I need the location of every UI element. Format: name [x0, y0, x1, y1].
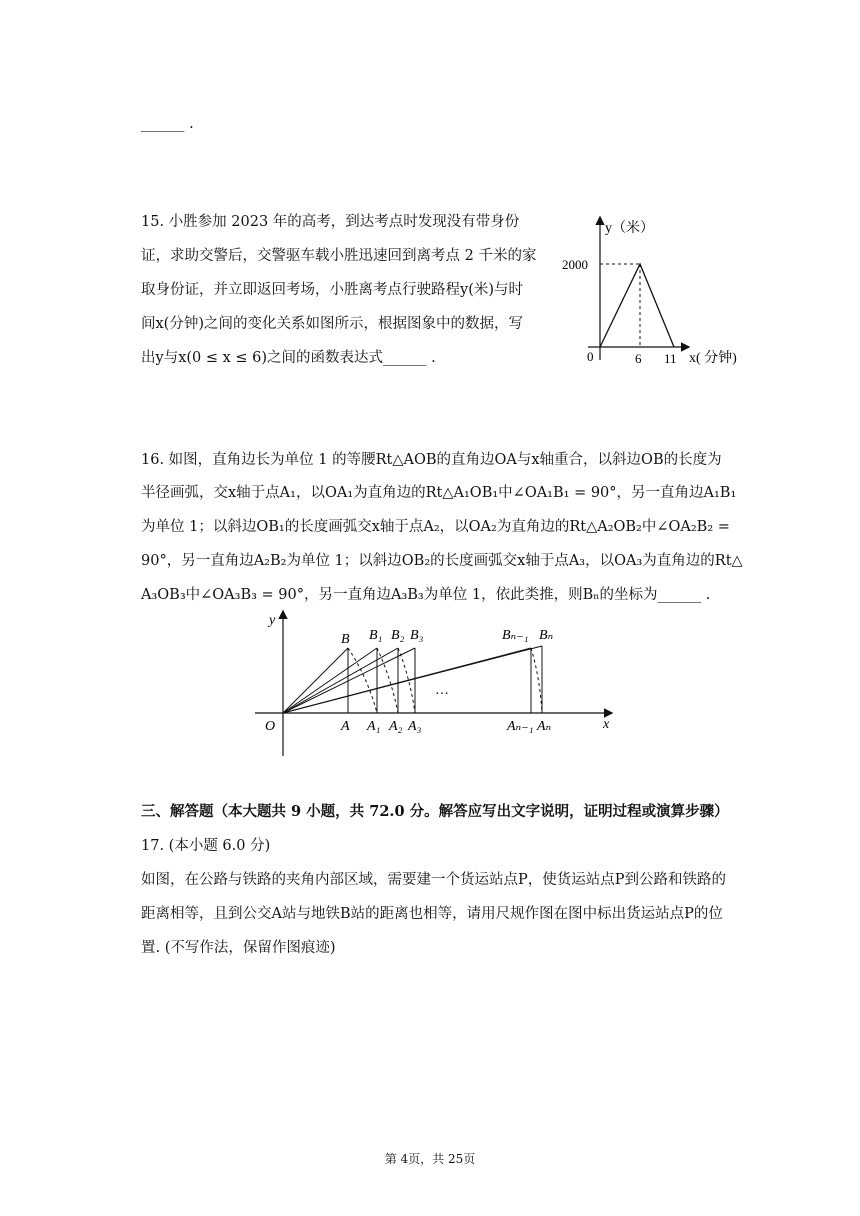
- q16-line-1: 16. 如图，直角边长为单位 1 的等腰Rt△AOB的直角边OA与x轴重合，以斜边OB的长度为: [141, 452, 722, 468]
- q16-x-label: x: [603, 717, 610, 732]
- q16-label-An-1: Aₙ₋₁: [507, 719, 534, 734]
- page-footer: 第 4页，共 25页: [384, 1152, 476, 1166]
- q15-line-5: 出y与x(0 ≤ x ≤ 6)之间的函数表达式______ .: [141, 350, 436, 366]
- q16-line-3: 为单位 1；以斜边OB₁的长度画弧交x轴于点A₂，以OA₂为直角边的Rt△A₂OB₂中∠OA₂B₂ =: [141, 519, 730, 535]
- q15-x-label: x( 分钟): [689, 351, 737, 366]
- q15-line-3: 取身份证，并立即返回考场，小胜离考点行驶路程y(米)与时: [141, 282, 524, 298]
- q16-label-B1: B₁: [369, 628, 383, 643]
- q16-segment-OB: [283, 648, 348, 713]
- q16-line-2: 半径画弧，交x轴于点A₁，以OA₁为直角边的Rt△A₁OB₁中∠OA₁B₁ = 90°，另一直角边A₁B₁: [141, 485, 737, 501]
- q16-origin-label: O: [265, 719, 276, 734]
- q15-graph-line: [600, 264, 674, 347]
- q16-label-Bn: Bₙ: [539, 628, 554, 643]
- q16-y-label: y: [269, 613, 276, 628]
- q15-line-4: 间x(分钟)之间的变化关系如图所示，根据图象中的数据，写: [141, 316, 523, 332]
- section-3-heading: 三、解答题（本大题共 9 小题，共 72.0 分。解答应写出文字说明，证明过程或演算步骤）: [141, 803, 729, 820]
- q15-x-tick-11: 11: [664, 351, 677, 366]
- q16-line-5: A₃OB₃中∠OA₃B₃ = 90°，另一直角边A₃B₃为单位 1，依此类推，则Bₙ的坐标为______ .: [141, 587, 711, 603]
- q16-ellipsis: …: [435, 683, 449, 698]
- q15-x-tick-6: 6: [635, 351, 642, 366]
- q16-label-An: Aₙ: [537, 719, 552, 734]
- q16-segment-OB3: [283, 648, 415, 713]
- q16-arc-n: [531, 648, 542, 713]
- q16-segment-OB2: [283, 648, 398, 713]
- previous-question-blank: ______ .: [141, 116, 194, 132]
- q16-segment-OB1: [283, 648, 377, 713]
- q16-label-A3: A₃: [408, 719, 422, 734]
- q16-label-Bn-1: Bₙ₋₁: [502, 628, 529, 643]
- q17-line-1: 如图，在公路与铁路的夹角内部区域，需要建一个货运站点P，使货运站点P到公路和铁路的: [141, 872, 727, 888]
- q15-line-1: 15. 小胜参加 2023 年的高考，到达考点时发现没有带身份: [141, 214, 520, 230]
- q16-segment-OBn: [283, 646, 542, 713]
- q16-line-4: 90°，另一直角边A₂B₂为单位 1；以斜边OB₂的长度画弧交x轴于点A₃，以OA₃为直角边的Rt△: [141, 553, 743, 569]
- q15-y-tick-2000: 2000: [562, 257, 588, 272]
- q16-label-B3: B₃: [410, 628, 424, 643]
- q16-label-B: B: [341, 632, 350, 647]
- q17-header: 17. (本小题 6.0 分): [141, 838, 271, 854]
- q15-y-label: y（米）: [605, 221, 654, 236]
- q17-line-2: 距离相等，且到公交A站与地铁B站的距离也相等，请用尺规作图在图中标出货运站点P的位: [141, 906, 723, 922]
- q16-label-A2: A₂: [389, 719, 403, 734]
- q15-distance-time-graph: [560, 210, 760, 372]
- q16-label-A1: A₁: [367, 719, 381, 734]
- q15-line-2: 证，求助交警后，交警驱车载小胜迅速回到离考点 2 千米的家: [141, 248, 537, 264]
- q16-triangle-spiral-figure: [255, 606, 625, 761]
- q17-line-3: 置. (不写作法，保留作图痕迹): [141, 940, 336, 956]
- q16-label-B2: B₂: [391, 628, 405, 643]
- q15-x-tick-0: 0: [587, 349, 594, 364]
- q16-label-A: A: [341, 719, 350, 734]
